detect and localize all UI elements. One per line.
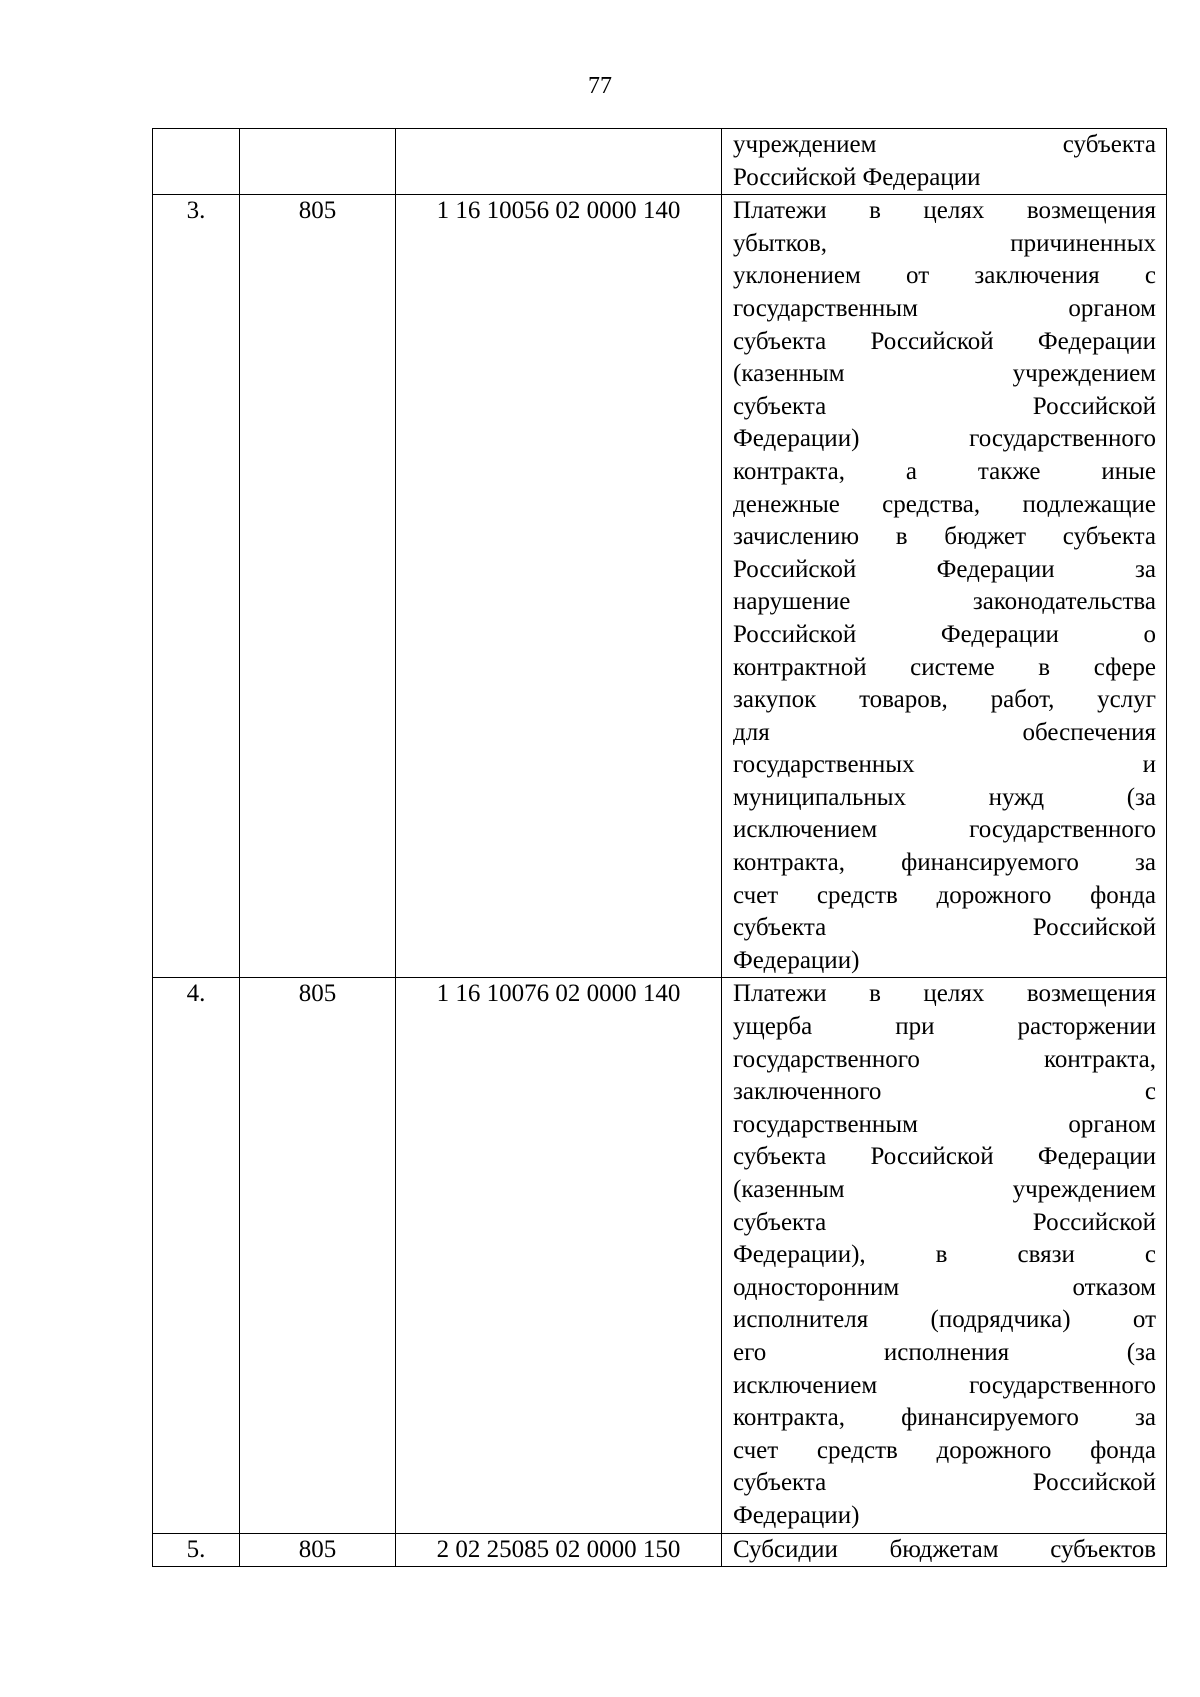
row-number-cell: 3. <box>153 195 240 978</box>
description-line: Платежи в целях возмещения <box>733 980 1156 1008</box>
description-line: учреждением субъекта <box>733 131 1156 158</box>
description-line: муниципальных нужд (за <box>733 783 1156 811</box>
description-line: Федерации) государственного <box>733 425 1156 453</box>
description-line: Российской Федерации <box>733 163 981 191</box>
description-line: Федерации) <box>733 946 860 974</box>
budget-classification-code-cell: 1 16 10076 02 0000 140 <box>396 978 722 1533</box>
admin-code-cell: 805 <box>240 978 396 1533</box>
income-description-cell <box>722 1533 1167 1567</box>
description-line: убытков, причиненных <box>733 229 1156 257</box>
table-row <box>153 129 1167 195</box>
admin-code-cell: 805 <box>240 195 396 978</box>
description-line: субъекта Российской <box>733 914 1156 942</box>
description-line: (казенным учреждением <box>733 360 1156 388</box>
description-line: исполнителя (подрядчика) от <box>733 1306 1156 1334</box>
description-line: Федерации), в связи с <box>733 1241 1156 1269</box>
description-line: субъекта Российской Федерации <box>733 1143 1156 1171</box>
description-line: Субсидии бюджетам субъектов <box>733 1535 1156 1563</box>
description-line: счет средств дорожного фонда <box>733 1436 1156 1464</box>
description-line: Платежи в целях возмещения <box>733 197 1156 225</box>
description-line: государственным органом <box>733 1110 1156 1138</box>
row-number-cell: 5. <box>153 1533 240 1567</box>
description-line: ущерба при расторжении <box>733 1013 1156 1041</box>
admin-code-cell: 805 <box>240 1533 396 1567</box>
description-line: исключением государственного <box>733 1371 1156 1399</box>
description-line: для обеспечения <box>733 718 1156 746</box>
description-line: субъекта Российской <box>733 1208 1156 1236</box>
table-body <box>153 129 1167 1567</box>
description-line: уклонением от заключения с <box>733 262 1156 290</box>
income-description-cell <box>722 195 1167 978</box>
description-line: контракта, а также иные <box>733 457 1156 485</box>
description-line: Российской Федерации за <box>733 555 1156 583</box>
description-line: субъекта Российской <box>733 392 1156 420</box>
budget-classification-code-cell: 1 16 10056 02 0000 140 <box>396 195 722 978</box>
description-line: субъекта Российской <box>733 1469 1156 1497</box>
description-line: (казенным учреждением <box>733 1176 1156 1203</box>
admin-code-cell <box>240 129 396 195</box>
description-line: зачислению в бюджет субъекта <box>733 523 1156 551</box>
income-description-cell <box>722 129 1167 195</box>
budget-code-table <box>152 128 1167 1567</box>
table-row <box>153 1533 1167 1567</box>
table-row <box>153 195 1167 978</box>
description-line: государственного контракта, <box>733 1045 1156 1073</box>
description-line: закупок товаров, работ, услуг <box>733 686 1156 714</box>
table-row <box>153 978 1167 1533</box>
description-line: заключенного с <box>733 1078 1156 1106</box>
page-number: 77 <box>588 73 612 99</box>
description-line: денежные средства, подлежащие <box>733 490 1156 518</box>
row-number-cell: 4. <box>153 978 240 1533</box>
row-number-cell <box>153 129 240 195</box>
description-line: государственным органом <box>733 294 1156 322</box>
description-line: контракта, финансируемого за <box>733 849 1156 877</box>
description-line: Федерации) <box>733 1501 860 1529</box>
description-line: односторонним отказом <box>733 1273 1156 1301</box>
description-line: нарушение законодательства <box>733 588 1156 616</box>
budget-classification-code-cell <box>396 129 722 195</box>
budget-classification-code-cell: 2 02 25085 02 0000 150 <box>396 1533 722 1567</box>
description-line: субъекта Российской Федерации <box>733 327 1156 355</box>
description-line: Российской Федерации о <box>733 620 1156 648</box>
description-line: государственных и <box>733 751 1156 779</box>
description-line: его исполнения (за <box>733 1338 1156 1366</box>
description-line: контракта, финансируемого за <box>733 1404 1156 1432</box>
description-line: контрактной системе в сфере <box>733 653 1156 681</box>
description-line: счет средств дорожного фонда <box>733 881 1156 909</box>
description-line: исключением государственного <box>733 816 1156 844</box>
income-description-cell <box>722 978 1167 1533</box>
